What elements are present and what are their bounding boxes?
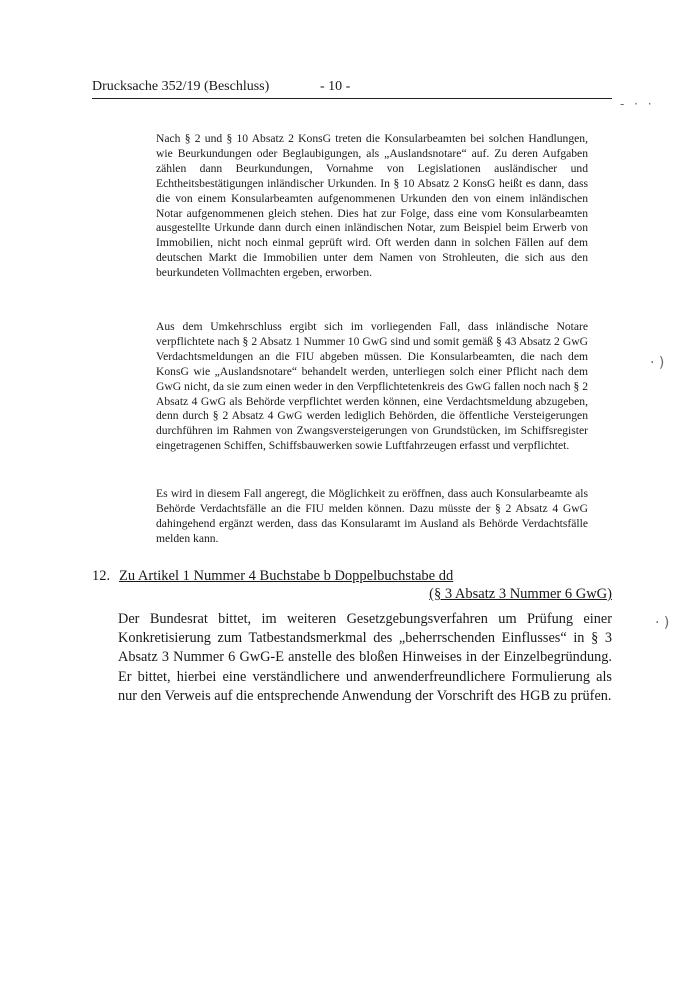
paragraph-text: Es wird in diesem Fall angeregt, die Möglichkeit zu eröffnen, dass auch Konsularbeamte als Behörde Verdachtsfälle an die FIU melden können. Dazu müsste der § 2 Absatz 4 GwG dahingehend ergänzt werden, dass das Konsularamt im Ausland als Behörde Verdachtsfälle melden kann.	[156, 487, 588, 545]
scan-mark: - · ·	[620, 97, 655, 111]
scan-mark: · )	[650, 355, 665, 371]
section-number: 12.	[92, 568, 111, 584]
paragraph-text: Nach § 2 und § 10 Absatz 2 KonsG treten die Konsularbeamten bei solchen Handlungen, wie Beurkundungen oder Beglaubigungen, als „Auslandsnotare“ auf. Zu deren Aufgaben zählen dann Beurkundungen, Vornahme von Legislationen ausländischer und Echtheitsbestätigungen inländischer Urkunden. In § 10 Absatz 2 KonsG heißt es dann, dass die von einem Konsularbeamten aufgenommenen Urkunden den von einem inländischen Notar aufgenommenen gleich stehen. Dies hat zur Folge, dass eine vom Konsularbeamten ausgestellte Urkunde dann durch einen inländischen Notar, zum Beispiel beim Erwerb von Immobilien, nicht noch einmal geprüft wird. Oft werden dann in solchen Fällen auf dem deutschen Markt die Immobilien unter dem Namen von Strohleuten, die sich aus den beurkundeten Vollmachten ergeben, erworben.	[156, 132, 588, 280]
document-reference: Drucksache 352/19 (Beschluss)	[92, 79, 270, 94]
page-header	[92, 78, 612, 99]
section-title: Zu Artikel 1 Nummer 4 Buchstabe b Doppelbuchstabe dd	[119, 568, 454, 584]
paragraph-reverse-conclusion	[156, 320, 588, 454]
section-reference: (§ 3 Absatz 3 Nummer 6 GwG)	[429, 586, 612, 602]
scan-mark: · )	[655, 615, 670, 631]
paragraph-consular-officers	[156, 132, 588, 281]
paragraph-text: Der Bundesrat bittet, im weiteren Gesetzgebungsverfahren um Prüfung einer Konkretisierung zum Tatbestandsmerkmal des „beherrschenden Einflusses“ in § 3 Absatz 3 Nummer 6 GwG-E anstelle des bloßen Hinweises in der Einzelbegründung. Er bittet, hierbei eine verständlichere und anwenderfreundlichere Formulierung als nur den Verweis auf die entsprechende Anwendung der Vorschrift des HGB zu prüfen.	[118, 611, 612, 704]
page-number: - 10 -	[320, 79, 351, 94]
paragraph-suggestion	[156, 487, 588, 547]
paragraph-text: Aus dem Umkehrschluss ergibt sich im vorliegenden Fall, dass inländische Notare verpflichtete nach § 2 Absatz 1 Nummer 10 GwG sind und somit gemäß § 43 Absatz 2 GwG Verdachtsmeldungen an die FIU abgeben müssen. Die Konsularbeamten, die nach dem KonsG wie „Auslandsnotare“ behandelt werden, unterliegen solch einer Pflicht nach dem GwG nicht, da sie zum einen weder in den Verpflichtetenkreis des GwG fallen noch nach § 2 Absatz 4 GwG als Behörde verpflichtet werden können, eine Verdachtsmeldung abzugeben, denn durch § 2 Absatz 4 GwG werden lediglich Behörden, die öffentliche Versteigerungen durchführen im Rahmen von Zwangsversteigerungen von Grundstücken, im Schiffsregister eingetragenen Schiffen, Schiffsbauwerken sowie Luftfahrzeugen erfasst und verpflichtet.	[156, 320, 588, 453]
section-body	[118, 610, 612, 706]
